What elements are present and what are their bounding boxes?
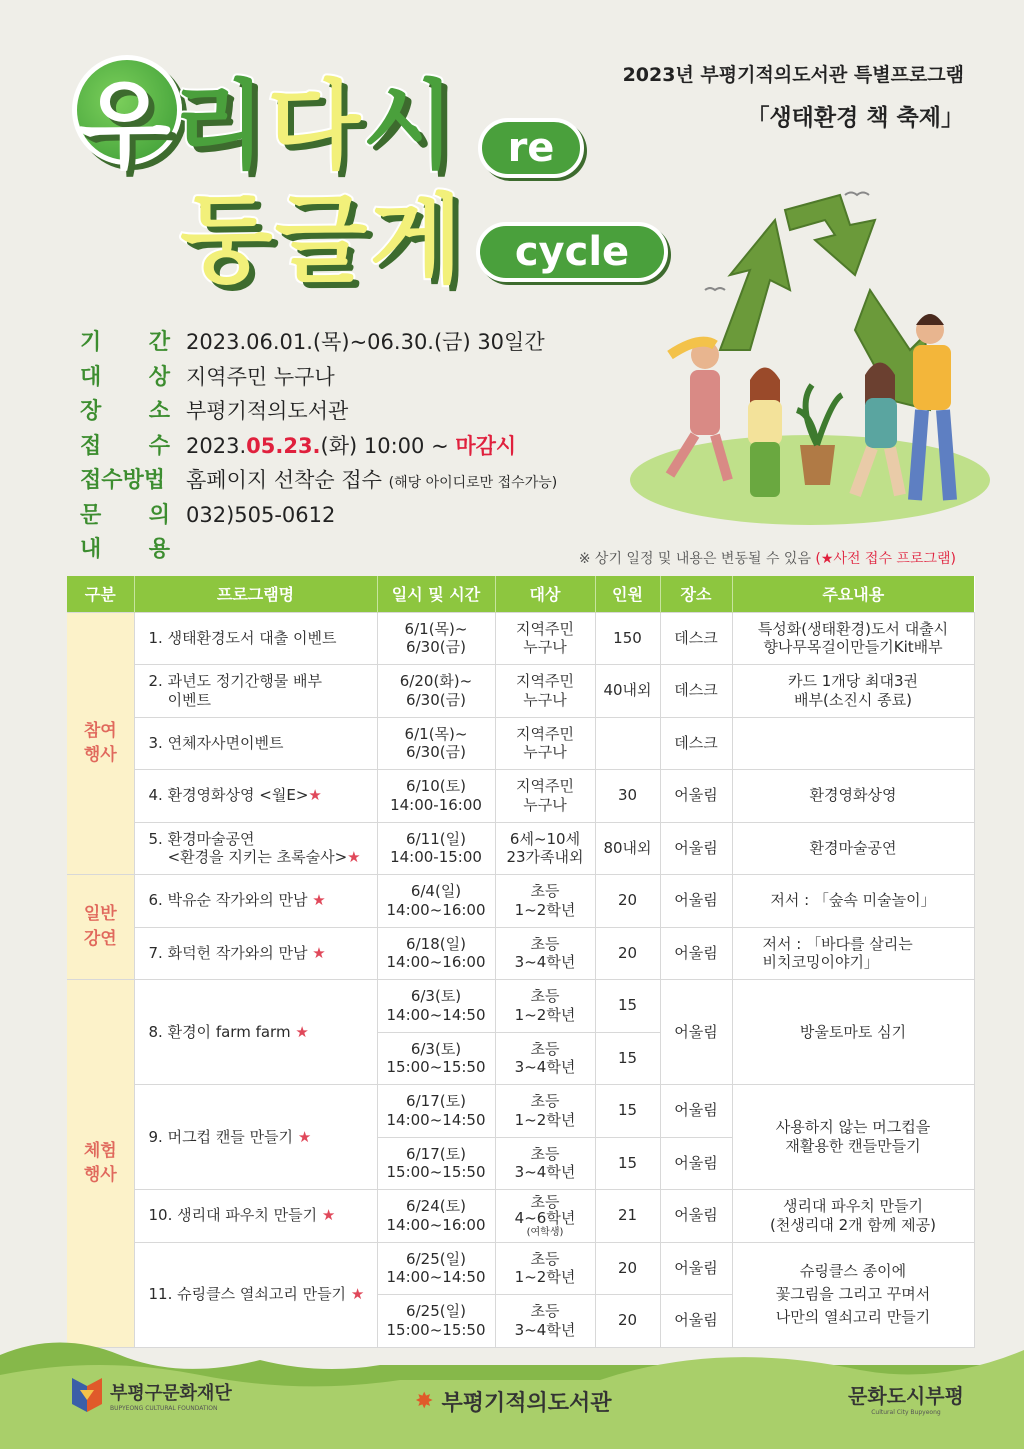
table-row: [67, 770, 974, 823]
star-icon: ★: [312, 943, 326, 962]
program-date: 6/4(일) 14:00~16:00: [377, 875, 495, 928]
program-target: 초등 3~4학년: [495, 927, 595, 980]
header-program: 프로그램명: [134, 576, 377, 612]
header-category: 구분: [67, 576, 134, 612]
info-row-method: [80, 463, 557, 498]
info-value-target: 지역주민 누구나: [186, 364, 335, 389]
star-icon: ★: [312, 891, 326, 910]
program-count: 80내외: [595, 822, 660, 875]
title-line2: 둥글게: [180, 184, 465, 296]
program-desc: 환경마술공연: [732, 822, 974, 875]
program-count: 21: [595, 1190, 660, 1243]
subtitle-line1: 2023년 부평기적의도서관 특별프로그램: [622, 64, 964, 86]
logo-library: [415, 1386, 611, 1417]
recycle-arrow-left: [720, 220, 790, 350]
program-target: 초등 3~4학년: [495, 1032, 595, 1085]
program-target: 초등 1~2학년: [495, 1242, 595, 1295]
pill-cycle: cycle: [476, 222, 668, 282]
program-date: 6/3(토) 15:00~15:50: [377, 1032, 495, 1085]
table-row: [67, 717, 974, 770]
bird-2: [705, 288, 725, 290]
program-name: 3. 연체자사면이벤트: [134, 717, 377, 770]
program-count: 40내외: [595, 665, 660, 718]
star-icon: ★: [321, 1206, 336, 1225]
program-place: 어울림: [660, 770, 732, 823]
program-target: 초등 1~2학년: [495, 980, 595, 1033]
program-date: 6/17(토) 14:00~14:50: [377, 1085, 495, 1138]
program-name: 4. 환경영화상영 <월E>★: [134, 770, 377, 823]
program-target: 지역주민 누구나: [495, 665, 595, 718]
program-name: 1. 생태환경도서 대출 이벤트: [134, 612, 377, 665]
header-target: 대상: [495, 576, 595, 612]
title-char-4: 시: [362, 70, 457, 182]
program-date: 6/1(목)~ 6/30(금): [377, 612, 495, 665]
info-row-content: [80, 532, 557, 567]
program-name: 8. 환경이 farm farm ★: [134, 980, 377, 1085]
star-icon: ★: [347, 848, 361, 867]
program-count: 15: [595, 980, 660, 1033]
table-row: [67, 665, 974, 718]
header-description: 주요내용: [732, 576, 974, 612]
star-icon: ★: [295, 1022, 309, 1041]
info-value-period: 2023.06.01.(목)~06.30.(금) 30일간: [186, 330, 545, 354]
table-row: [67, 875, 974, 928]
program-count: 150: [595, 612, 660, 665]
program-target: 초등 4~6학년 (여학생): [495, 1190, 595, 1243]
program-date: 6/25(일) 14:00~14:50: [377, 1242, 495, 1295]
program-date: 6/10(토) 14:00-16:00: [377, 770, 495, 823]
recycle-people-illustration: [610, 180, 990, 530]
info-value-method: 홈페이지 선착순 접수 (해당 아이디로만 접수가능): [186, 468, 558, 492]
program-date: 6/18(일) 14:00~16:00: [377, 927, 495, 980]
subtitle-line2: 「생태환경 책 축제」: [746, 105, 964, 131]
table-row: [67, 822, 974, 875]
info-row-place: [80, 394, 557, 429]
info-row-registration: [80, 429, 557, 464]
program-date: 6/3(토) 14:00~14:50: [377, 980, 495, 1033]
program-count: 15: [595, 1085, 660, 1138]
logo1-english: BUPYEONG CULTURAL FOUNDATION: [110, 1404, 218, 1412]
program-desc: 슈링클스 종이에 꽃그림을 그리고 꾸며서 나만의 열쇠고리 만들기: [732, 1242, 974, 1347]
category-experience: 체험 행사: [67, 980, 134, 1348]
program-place: 어울림: [660, 875, 732, 928]
logo-cultural-city: [848, 1380, 964, 1416]
header-count: 인원: [595, 576, 660, 612]
info-value-contact: 032)505-0612: [186, 502, 336, 527]
header-place: 장소: [660, 576, 732, 612]
info-key-contact: 문 의: [80, 502, 170, 528]
program-place: 어울림: [660, 1190, 732, 1243]
program-target: 6세~10세 23가족내외: [495, 822, 595, 875]
program-place: 데스크: [660, 717, 732, 770]
table-row: [67, 612, 974, 665]
program-count: 20: [595, 927, 660, 980]
program-place: 데스크: [660, 612, 732, 665]
program-desc: 생리대 파우치 만들기 (천생리대 2개 함께 제공): [732, 1190, 974, 1243]
program-date: 6/25(일) 15:00~15:50: [377, 1295, 495, 1348]
person-middle: [748, 368, 782, 498]
program-date: 6/17(토) 15:00~15:50: [377, 1137, 495, 1190]
program-name: 2. 과년도 정기간행물 배부 이벤트: [134, 665, 377, 718]
program-target: 초등 1~2학년: [495, 1085, 595, 1138]
program-target: 지역주민 누구나: [495, 770, 595, 823]
info-key-method: 접수방법: [80, 468, 166, 493]
library-star-icon: ✸: [415, 1389, 434, 1414]
logo3-english: Cultural City Bupyeong: [871, 1409, 941, 1416]
table-row: [67, 1190, 974, 1243]
table-row: [67, 927, 974, 980]
info-value-registration: 2023.05.23.(화) 10:00 ~ 마감시: [186, 433, 517, 458]
program-name: 10. 생리대 파우치 만들기 ★: [134, 1190, 377, 1243]
cultural-foundation-logo-icon: [72, 1378, 102, 1412]
star-icon: ★: [308, 786, 322, 805]
program-place: 어울림: [660, 822, 732, 875]
program-place: 어울림: [660, 1242, 732, 1295]
star-icon: ★: [350, 1285, 365, 1304]
program-count: 20: [595, 875, 660, 928]
program-date: 6/24(토) 14:00~16:00: [377, 1190, 495, 1243]
table-row: [67, 1085, 974, 1138]
title-char-1: 우: [78, 70, 173, 182]
star-icon: ★: [297, 1127, 312, 1146]
program-desc: 카드 1개당 최대3권 배부(소진시 종료): [732, 665, 974, 718]
notice-text: ※ 상기 일정 및 내용은 변동될 수 있음 (★사전 접수 프로그램): [578, 551, 956, 567]
program-count: 15: [595, 1032, 660, 1085]
table-row: [67, 1242, 974, 1295]
title-char-3: 다: [267, 70, 363, 182]
program-count: [595, 717, 660, 770]
program-name: 7. 화덕헌 작가와의 만남 ★: [134, 927, 377, 980]
program-target: 초등 1~2학년: [495, 875, 595, 928]
program-target: 초등 3~4학년: [495, 1295, 595, 1348]
header-datetime: 일시 및 시간: [377, 576, 495, 612]
info-key-period: 기 간: [80, 330, 170, 355]
info-list: [80, 325, 557, 567]
program-desc: 저서 : 「숲속 미술놀이」: [732, 875, 974, 928]
program-desc: 방울토마토 심기: [732, 980, 974, 1085]
program-date: 6/20(화)~ 6/30(금): [377, 665, 495, 718]
category-participation: 참여 행사: [67, 612, 134, 875]
program-date: 6/1(목)~ 6/30(금): [377, 717, 495, 770]
program-name: 6. 박유순 작가와의 만남 ★: [134, 875, 377, 928]
program-count: 15: [595, 1137, 660, 1190]
title-char-2: 리: [172, 70, 268, 182]
logo-cultural-foundation: [72, 1378, 232, 1412]
program-place: 어울림: [660, 980, 732, 1085]
info-row-target: [80, 360, 557, 395]
program-place: 어울림: [660, 1137, 732, 1190]
logo3-text: 문화도시부평: [848, 1384, 964, 1408]
program-name: 11. 슈링클스 열쇠고리 만들기 ★: [134, 1242, 377, 1347]
program-count: 20: [595, 1242, 660, 1295]
program-target: 지역주민 누구나: [495, 612, 595, 665]
program-count: 30: [595, 770, 660, 823]
logo1-text: 부평구문화재단: [110, 1382, 232, 1404]
category-lecture: 일반 강연: [67, 875, 134, 980]
program-name: 5. 환경마술공연 <환경을 지키는 초록술사>★: [134, 822, 377, 875]
info-key-place: 장 소: [80, 399, 170, 424]
program-table: [67, 576, 975, 1348]
title-line1: [78, 70, 457, 182]
program-desc: 사용하지 않는 머그컵을 재활용한 캔들만들기: [732, 1085, 974, 1190]
table-header-row: [67, 576, 974, 612]
program-name: 9. 머그컵 캔들 만들기 ★: [134, 1085, 377, 1190]
info-row-contact: [80, 498, 557, 533]
logo2-text: 부평기적의도서관: [441, 1391, 612, 1416]
program-target: 초등 3~4학년: [495, 1137, 595, 1190]
info-key-content: 내 용: [80, 537, 170, 562]
recycle-arrow-top: [785, 195, 875, 275]
program-desc: [732, 717, 974, 770]
program-place: 어울림: [660, 927, 732, 980]
bird-1: [845, 193, 869, 196]
pill-re: re: [478, 118, 584, 178]
table-row: [67, 980, 974, 1033]
program-count: 20: [595, 1295, 660, 1348]
info-key-target: 대 상: [80, 364, 170, 390]
program-desc: 저서 : 「바다를 살리는 비치코밍이야기」: [732, 927, 974, 980]
top-subtitle: [623, 60, 964, 132]
info-row-period: [80, 325, 557, 360]
info-key-registration: 접 수: [80, 433, 170, 459]
info-value-place: 부평기적의도서관: [186, 399, 349, 423]
program-place: 어울림: [660, 1295, 732, 1348]
program-desc: 환경영화상영: [732, 770, 974, 823]
program-place: 데스크: [660, 665, 732, 718]
program-target: 지역주민 누구나: [495, 717, 595, 770]
program-date: 6/11(일) 14:00-15:00: [377, 822, 495, 875]
program-desc: 특성화(생태환경)도서 대출시 향나무목걸이만들기Kit배부: [732, 612, 974, 665]
program-place: 어울림: [660, 1085, 732, 1138]
